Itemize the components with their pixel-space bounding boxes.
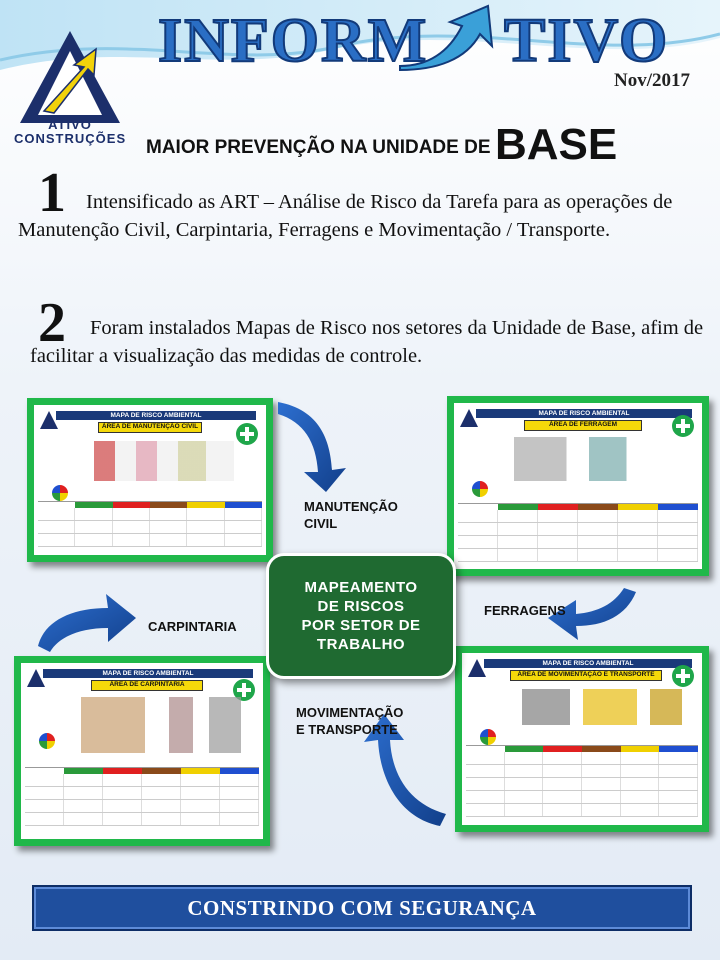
label-ferragens: FERRAGENS [484, 603, 566, 618]
label-carpintaria: CARPINTARIA [148, 619, 237, 634]
item-2-number: 2 [38, 292, 66, 354]
map-header: MAPA DE RISCO AMBIENTAL [484, 659, 692, 668]
logo-text: ATIVO CONSTRUÇÕES [14, 117, 127, 146]
issue-date: Nov/2017 [614, 70, 690, 91]
arrow-manutencao-icon [278, 402, 346, 492]
label-movimentacao-transporte: MOVIMENTAÇÃO E TRANSPORTE [296, 705, 404, 737]
headline [146, 120, 617, 170]
map-area-title: ÁREA DE CARPINTARIA [91, 680, 203, 691]
map-area-title: ÁREA DE FERRAGEM [524, 420, 642, 431]
map-area-title: ÁREA DE MANUTENÇÃO CIVIL [98, 422, 202, 433]
map-header: MAPA DE RISCO AMBIENTAL [43, 669, 253, 678]
arrow-up-icon [396, 4, 506, 72]
item-1-number: 1 [38, 162, 66, 224]
footer-banner [32, 885, 692, 931]
arrow-carpintaria-icon [38, 594, 136, 652]
map-area-title: ÁREA DE MOVIMENTAÇÃO E TRANSPORTE [510, 670, 662, 681]
footer-text: CONSTRINDO COM SEGURANÇA [187, 895, 537, 920]
center-mapping-box [266, 553, 456, 679]
item-1-text: Intensificado as ART – Análise de Risco da Tarefa para as operações de Manutenção Civil, Carpintaria, Ferragens e Movimentação / Transporte. [18, 191, 673, 241]
map-header: MAPA DE RISCO AMBIENTAL [56, 411, 256, 420]
headline-emphasis: BASE [494, 120, 618, 169]
label-manutencao-civil: MANUTENÇÃO CIVIL [304, 499, 398, 531]
title-left: INFORM [158, 7, 429, 75]
item-2-text: Foram instalados Mapas de Risco nos setores da Unidade de Base, afim de facilitar a visualização das medidas de controle. [30, 317, 704, 367]
map-header: MAPA DE RISCO AMBIENTAL [476, 409, 692, 418]
center-label: MAPEAMENTO DE RISCOS POR SETOR DE TRABALHO [301, 579, 421, 653]
title-right: TIVO [504, 7, 670, 75]
headline-prefix: MAIOR PREVENÇÃO NA UNIDADE DE [146, 137, 491, 158]
